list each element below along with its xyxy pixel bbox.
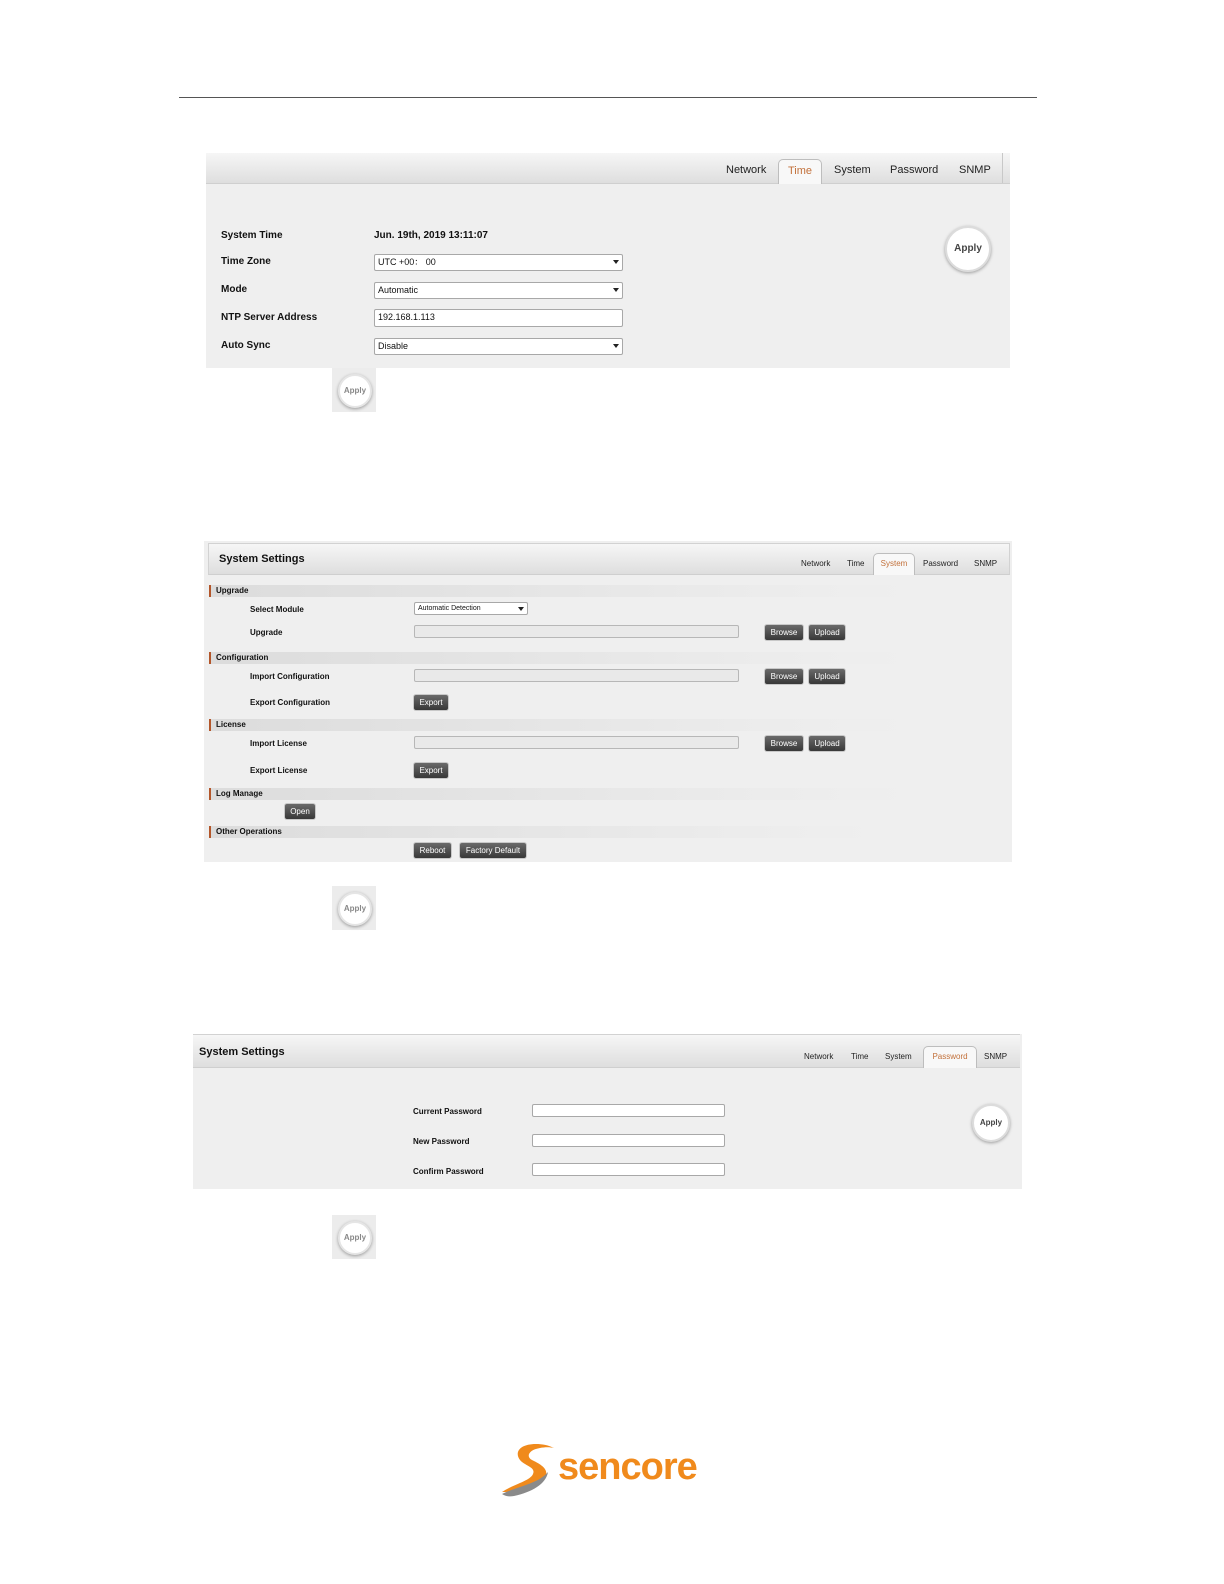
apply-button[interactable]: Apply xyxy=(945,226,991,272)
browse-button[interactable]: Browse xyxy=(765,669,803,684)
mode-value: Automatic xyxy=(378,285,419,295)
swoosh-logo-mark xyxy=(500,1440,560,1498)
tab-system[interactable]: System xyxy=(885,1052,912,1061)
confirm-password-input[interactable] xyxy=(532,1163,725,1176)
section-configuration: Configuration xyxy=(209,652,909,664)
section-log-manage: Log Manage xyxy=(209,788,909,800)
apply-icon-illustration xyxy=(332,368,376,412)
current-password-input[interactable] xyxy=(532,1104,725,1117)
import-configuration-label: Import Configuration xyxy=(250,672,330,681)
export-license-button[interactable]: Export xyxy=(414,763,448,778)
chevron-down-icon xyxy=(613,344,619,348)
panel-title: System Settings xyxy=(219,553,305,565)
select-module-label: Select Module xyxy=(250,605,304,614)
logo-wordmark: sencore xyxy=(558,1446,697,1488)
tab-bar xyxy=(206,153,1010,184)
import-license-label: Import License xyxy=(250,739,307,748)
section-other-operations: Other Operations xyxy=(209,826,874,838)
ntp-server-label: NTP Server Address xyxy=(221,312,318,323)
tab-network[interactable]: Network xyxy=(801,559,831,568)
tab-bar xyxy=(208,543,1010,575)
chevron-down-icon xyxy=(518,607,524,611)
apply-icon-illustration xyxy=(332,886,376,930)
tab-snmp[interactable]: SNMP xyxy=(984,1052,1008,1061)
tab-password[interactable]: Password xyxy=(890,164,939,176)
chevron-down-icon xyxy=(613,288,619,292)
section-license: License xyxy=(209,719,909,731)
upgrade-file-field[interactable] xyxy=(414,625,739,638)
tab-system[interactable]: System xyxy=(873,553,915,575)
time-settings-panel xyxy=(206,153,1010,368)
tab-network[interactable]: Network xyxy=(804,1052,834,1061)
apply-icon-illustration xyxy=(332,1215,376,1259)
auto-sync-value: Disable xyxy=(378,341,409,351)
panel-title: System Settings xyxy=(199,1046,285,1058)
upload-button[interactable]: Upload xyxy=(809,669,845,684)
select-module-value: Automatic Detection xyxy=(418,605,481,612)
import-license-field[interactable] xyxy=(414,736,739,749)
tab-bar xyxy=(193,1034,1020,1068)
tab-time[interactable]: Time xyxy=(847,559,865,568)
tab-system[interactable]: System xyxy=(834,164,871,176)
time-zone-label: Time Zone xyxy=(221,256,271,267)
tab-snmp[interactable]: SNMP xyxy=(959,164,991,176)
ntp-server-value: 192.168.1.113 xyxy=(378,312,435,322)
auto-sync-select[interactable] xyxy=(374,338,623,355)
export-configuration-label: Export Configuration xyxy=(250,698,330,707)
factory-default-button[interactable]: Factory Default xyxy=(460,843,526,858)
apply-icon: Apply xyxy=(338,374,372,408)
auto-sync-label: Auto Sync xyxy=(221,340,271,351)
mode-label: Mode xyxy=(221,284,248,295)
tab-network[interactable]: Network xyxy=(726,164,767,176)
tab-password[interactable]: Password xyxy=(923,1046,977,1068)
confirm-password-label: Confirm Password xyxy=(413,1167,484,1176)
upgrade-label: Upgrade xyxy=(250,628,283,637)
export-configuration-button[interactable]: Export xyxy=(414,695,448,710)
apply-icon: Apply xyxy=(338,892,372,926)
time-zone-select[interactable] xyxy=(374,254,623,271)
new-password-label: New Password xyxy=(413,1137,470,1146)
apply-button[interactable]: Apply xyxy=(972,1104,1010,1142)
apply-icon: Apply xyxy=(338,1221,372,1255)
header-rule xyxy=(179,97,1037,98)
ntp-server-input[interactable] xyxy=(374,309,623,327)
reboot-button[interactable]: Reboot xyxy=(414,843,451,858)
tab-time[interactable]: Time xyxy=(778,159,822,184)
system-time-value: Jun. 19th, 2019 13:11:07 xyxy=(374,230,488,241)
new-password-input[interactable] xyxy=(532,1134,725,1147)
open-log-button[interactable]: Open xyxy=(285,804,315,819)
tab-time[interactable]: Time xyxy=(851,1052,869,1061)
mode-select[interactable] xyxy=(374,282,623,299)
tab-password[interactable]: Password xyxy=(923,559,959,568)
time-zone-value: UTC +00： 00 xyxy=(378,257,436,267)
export-license-label: Export License xyxy=(250,766,308,775)
tab-snmp[interactable]: SNMP xyxy=(974,559,998,568)
current-password-label: Current Password xyxy=(413,1107,482,1116)
browse-button[interactable]: Browse xyxy=(765,625,803,640)
chevron-down-icon xyxy=(613,260,619,264)
section-upgrade: Upgrade xyxy=(209,585,909,597)
upload-button[interactable]: Upload xyxy=(809,625,845,640)
sencore-logo xyxy=(500,1440,716,1498)
browse-button[interactable]: Browse xyxy=(765,736,803,751)
tab-bar-end xyxy=(1002,153,1003,183)
upload-button[interactable]: Upload xyxy=(809,736,845,751)
import-configuration-field[interactable] xyxy=(414,669,739,682)
system-time-label: System Time xyxy=(221,230,283,241)
select-module-dropdown[interactable] xyxy=(414,602,528,615)
